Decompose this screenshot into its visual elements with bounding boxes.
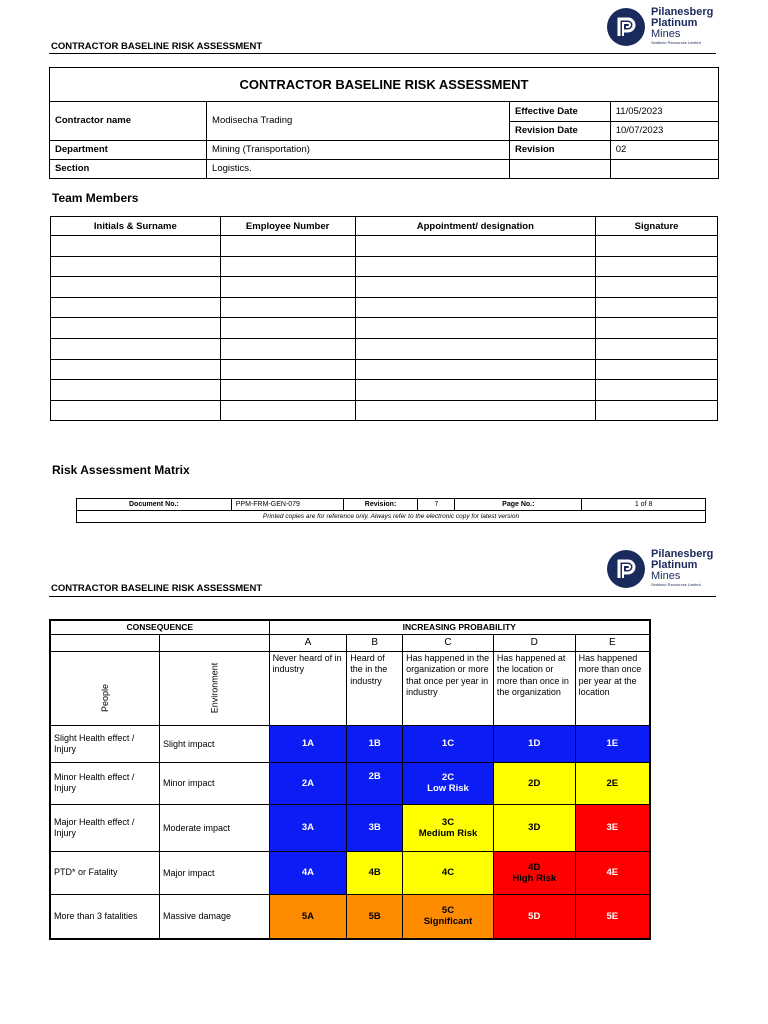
risk-cell-1a: 1A: [269, 725, 347, 762]
revision-date-label: Revision Date: [509, 121, 610, 140]
section-label: Section: [50, 159, 207, 178]
table-row: [51, 380, 718, 401]
logo-line-3: Mines: [651, 28, 681, 40]
logo-line-1: Pilanesberg: [651, 548, 714, 560]
section-value: Logistics.: [207, 159, 510, 178]
table-cell[interactable]: [220, 236, 355, 257]
revision-label: Revision: [509, 140, 610, 159]
risk-cell-5a: 5A: [269, 894, 347, 939]
risk-level-label: Low Risk: [427, 783, 469, 794]
logo-line-3: Mines: [651, 570, 681, 582]
table-cell[interactable]: [220, 400, 355, 421]
logo-line-4: Sedibelo Resources Limited: [651, 582, 701, 587]
risk-cell-2d: 2D: [493, 762, 575, 804]
effective-date-value: 11/05/2023: [610, 102, 718, 121]
probability-header: INCREASING PROBABILITY: [269, 620, 650, 634]
people-header: People: [99, 683, 110, 712]
risk-cell-5d: 5D: [493, 894, 575, 939]
table-cell[interactable]: [596, 256, 718, 277]
contractor-value: Modisecha Trading: [207, 102, 510, 140]
logo-line-1: Pilanesberg: [651, 6, 714, 18]
risk-matrix-table: [49, 619, 651, 940]
table-cell[interactable]: [355, 400, 596, 421]
team-col-signature: Signature: [596, 217, 718, 236]
table-row: [51, 338, 718, 359]
table-cell[interactable]: [220, 359, 355, 380]
table-cell[interactable]: [51, 256, 221, 277]
page-header-title: CONTRACTOR BASELINE RISK ASSESSMENT: [51, 583, 263, 594]
table-cell[interactable]: [596, 338, 718, 359]
header-divider: [49, 53, 716, 54]
table-cell[interactable]: [355, 380, 596, 401]
table-cell[interactable]: [51, 400, 221, 421]
team-members-heading: Team Members: [52, 191, 139, 205]
logo-mark-icon: [607, 8, 645, 46]
empty-cell: [610, 159, 718, 178]
risk-level-label: Medium Risk: [418, 827, 478, 839]
risk-cell-1d: 1D: [493, 725, 575, 762]
empty-cell: [509, 159, 610, 178]
probability-e: E: [575, 634, 650, 651]
risk-cell-5c: 5C Significant: [403, 894, 494, 939]
table-row: [51, 277, 718, 298]
table-row: [51, 297, 718, 318]
revision-value: 02: [610, 140, 718, 159]
info-table: [50, 102, 718, 178]
table-cell[interactable]: [596, 236, 718, 257]
empty-cell: [50, 634, 159, 651]
people-consequence-4: PTD* or Fatality: [50, 851, 159, 894]
table-cell[interactable]: [51, 297, 221, 318]
probability-d: D: [493, 634, 575, 651]
people-consequence-1: Slight Health effect / Injury: [50, 725, 159, 762]
risk-matrix-heading: Risk Assessment Matrix: [52, 463, 190, 477]
probability-desc-b: Heard of the in the industry: [347, 651, 403, 725]
empty-cell: [159, 634, 269, 651]
table-cell[interactable]: [220, 380, 355, 401]
risk-cell-4e: 4E: [575, 851, 650, 894]
footer-revision-label: Revision:: [343, 499, 418, 511]
table-cell[interactable]: [51, 318, 221, 339]
logo-mark-icon: [607, 550, 645, 588]
team-members-table: [50, 216, 718, 421]
table-cell[interactable]: [596, 400, 718, 421]
table-cell[interactable]: [51, 338, 221, 359]
table-cell[interactable]: [355, 236, 596, 257]
document-footer: [76, 498, 706, 523]
probability-b: B: [347, 634, 403, 651]
risk-cell-1e: 1E: [575, 725, 650, 762]
table-cell[interactable]: [220, 256, 355, 277]
table-cell[interactable]: [355, 256, 596, 277]
environment-header-cell: [159, 651, 269, 725]
department-label: Department: [50, 140, 207, 159]
risk-cell-1b: 1B: [347, 725, 403, 762]
risk-cell-3d: 3D: [493, 804, 575, 851]
table-row: [51, 359, 718, 380]
table-cell[interactable]: [596, 297, 718, 318]
table-cell[interactable]: [355, 338, 596, 359]
risk-cell-2b: 2B: [347, 762, 403, 804]
risk-cell-5b: 5B: [347, 894, 403, 939]
matrix-row-5: [50, 894, 650, 939]
matrix-row-2: [50, 762, 650, 804]
table-cell[interactable]: [355, 359, 596, 380]
risk-cell-3b: 3B: [347, 804, 403, 851]
consequence-header: CONSEQUENCE: [50, 620, 269, 634]
table-cell[interactable]: [220, 338, 355, 359]
probability-desc-a: Never heard of in industry: [269, 651, 347, 725]
table-row: [51, 236, 718, 257]
table-cell[interactable]: [596, 277, 718, 298]
probability-desc-c: Has happened in the organization or more that once per year in industry: [403, 651, 494, 725]
risk-cell-3a: 3A: [269, 804, 347, 851]
team-col-initials: Initials & Surname: [51, 217, 221, 236]
company-logo: [607, 549, 713, 588]
people-header-cell: [50, 651, 159, 725]
page-no-value: 1 of 8: [582, 499, 706, 511]
risk-cell-3e: 3E: [575, 804, 650, 851]
risk-cell-1c: 1C: [403, 725, 494, 762]
doc-no-label: Document No.:: [77, 499, 232, 511]
table-cell[interactable]: [355, 297, 596, 318]
matrix-row-4: [50, 851, 650, 894]
logo-line-2: Platinum: [651, 559, 698, 571]
logo-line-2: Platinum: [651, 17, 698, 29]
people-consequence-5: More than 3 fatalities: [50, 894, 159, 939]
probability-a: A: [269, 634, 347, 651]
info-block: [49, 67, 719, 179]
risk-level-label: Significant: [423, 916, 473, 928]
table-row: [51, 256, 718, 277]
team-col-employee-number: Employee Number: [220, 217, 355, 236]
environment-consequence-2: Minor impact: [159, 762, 269, 804]
risk-cell-4d: 4D High Risk: [493, 851, 575, 894]
revision-date-value: 10/07/2023: [610, 121, 718, 140]
risk-level-label: High Risk: [512, 872, 557, 884]
risk-cell-4c: 4C: [403, 851, 494, 894]
environment-consequence-1: Slight impact: [159, 725, 269, 762]
page-header-title: CONTRACTOR BASELINE RISK ASSESSMENT: [51, 41, 263, 52]
risk-cell-2e: 2E: [575, 762, 650, 804]
team-col-appointment: Appointment/ designation: [355, 217, 596, 236]
probability-c: C: [403, 634, 494, 651]
table-cell[interactable]: [51, 380, 221, 401]
table-cell[interactable]: [51, 236, 221, 257]
effective-date-label: Effective Date: [509, 102, 610, 121]
info-title: CONTRACTOR BASELINE RISK ASSESSMENT: [50, 68, 718, 102]
people-consequence-2: Minor Health effect / Injury: [50, 762, 159, 804]
environment-consequence-3: Moderate impact: [159, 804, 269, 851]
table-row: [51, 400, 718, 421]
header-divider: [49, 596, 716, 597]
risk-cell-2c: 2C Low Risk: [403, 762, 494, 804]
environment-consequence-4: Major impact: [159, 851, 269, 894]
risk-cell-5e: 5E: [575, 894, 650, 939]
risk-cell-2a: 2A: [269, 762, 347, 804]
department-value: Mining (Transportation): [207, 140, 510, 159]
footer-revision-value: 7: [418, 499, 455, 511]
logo-line-4: Sedibelo Resources Limited: [651, 40, 701, 45]
risk-cell-4b: 4B: [347, 851, 403, 894]
probability-desc-d: Has happened at the location or more than once in the organization: [493, 651, 575, 725]
environment-header: Environment: [209, 662, 220, 714]
page-no-label: Page No.:: [455, 499, 582, 511]
table-cell[interactable]: [51, 277, 221, 298]
environment-consequence-5: Massive damage: [159, 894, 269, 939]
table-cell[interactable]: [220, 297, 355, 318]
risk-cell-4a: 4A: [269, 851, 347, 894]
matrix-row-3: [50, 804, 650, 851]
matrix-row-1: [50, 725, 650, 762]
table-cell[interactable]: [220, 318, 355, 339]
table-cell[interactable]: [355, 318, 596, 339]
probability-desc-e: Has happened more than once per year at the location: [575, 651, 650, 725]
table-row: [51, 318, 718, 339]
footer-note: Printed copies are for reference only. Always refer to the electronic copy for latest version: [77, 511, 706, 523]
table-cell[interactable]: [355, 277, 596, 298]
doc-no-value: PPM-FRM-GEN-079: [231, 499, 343, 511]
company-logo: [607, 7, 713, 46]
table-cell[interactable]: [220, 277, 355, 298]
table-cell[interactable]: [51, 359, 221, 380]
table-cell[interactable]: [596, 318, 718, 339]
risk-cell-3c: 3C Medium Risk: [403, 804, 494, 851]
contractor-label: Contractor name: [50, 102, 207, 140]
people-consequence-3: Major Health effect / Injury: [50, 804, 159, 851]
table-cell[interactable]: [596, 380, 718, 401]
table-cell[interactable]: [596, 359, 718, 380]
